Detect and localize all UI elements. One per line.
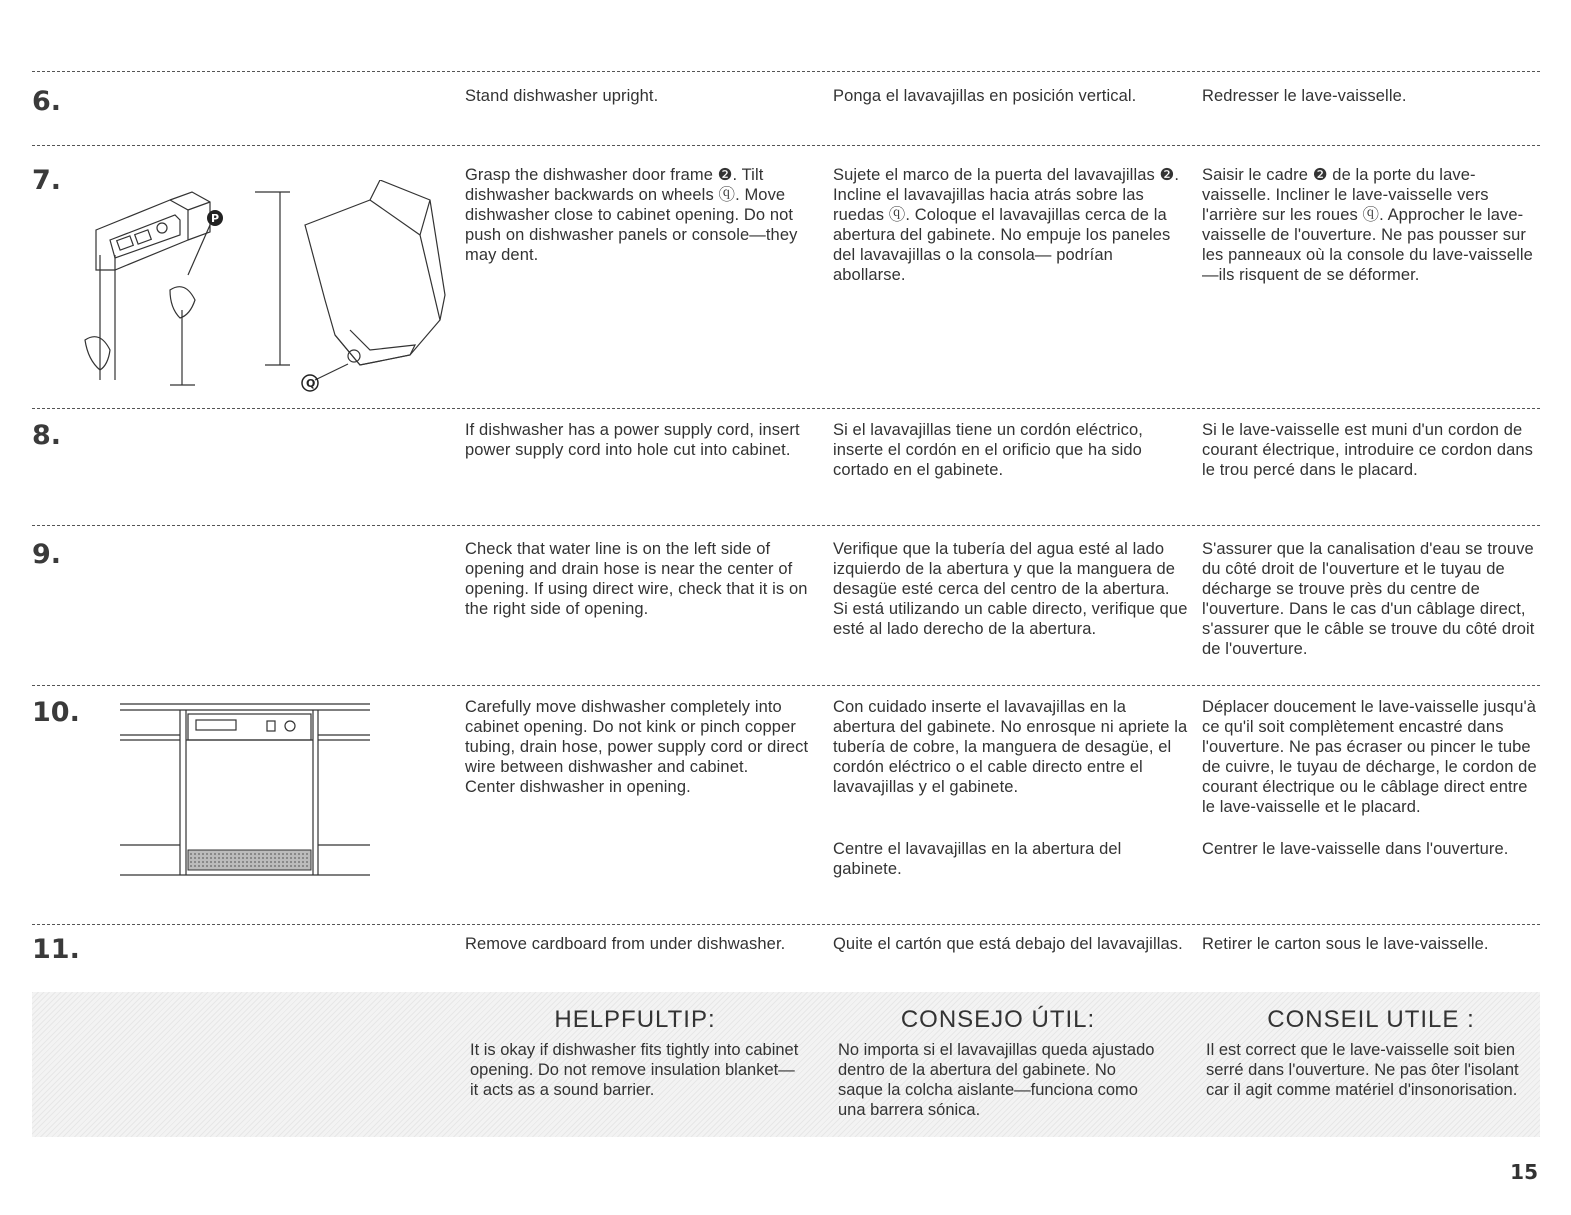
step-number: 7. bbox=[32, 165, 62, 196]
tip-en bbox=[470, 1006, 800, 1100]
separator bbox=[32, 525, 1540, 526]
instruction-es bbox=[833, 420, 1188, 480]
separator bbox=[32, 924, 1540, 925]
instruction-en bbox=[465, 934, 820, 954]
text-en: Carefully move dishwasher completely into cabinet opening. Do not kink or pinch copper tubing, drain hose, power supply cord or direct wire between dishwasher and cabinet. bbox=[465, 698, 809, 776]
text-es-center: Centre el lavavajillas en la abertura del gabinete. bbox=[833, 840, 1122, 878]
tip-es bbox=[838, 1006, 1158, 1120]
text-es: Si el lavavajillas tiene un cordón eléctrico, inserte el cordón en el orificio que ha sido cortado en el gabinete. bbox=[833, 421, 1143, 479]
text-fr: Retirer le carton sous le lave-vaisselle. bbox=[1202, 935, 1489, 953]
tip-text-en: It is okay if dishwasher fits tightly into cabinet opening. Do not remove insulation blanket—it acts as a sound barrier. bbox=[470, 1041, 799, 1099]
tip-text-es: No importa si el lavavajillas queda ajustado dentro de la abertura del gabinete. No saque la colcha aislante—funciona como una barrera sónica. bbox=[838, 1041, 1155, 1119]
step-number: 6. bbox=[32, 86, 62, 117]
text-fr-center: Centrer le lave-vaisselle dans l'ouverture. bbox=[1202, 840, 1509, 858]
instruction-fr bbox=[1202, 420, 1542, 480]
text-es: Verifique que la tubería del agua esté al lado izquierdo de la abertura y que la manguera de desagüe esté cerca del centro de la abertura. Si está utilizando un cable directo, verifique que esté al lado derecho de la abertura. bbox=[833, 540, 1188, 638]
separator bbox=[32, 408, 1540, 409]
text-en: Stand dishwasher upright. bbox=[465, 87, 659, 105]
step-number: 8. bbox=[32, 420, 62, 451]
separator bbox=[32, 71, 1540, 72]
instruction-fr bbox=[1202, 934, 1542, 954]
text-fr: Si le lave-vaisselle est muni d'un cordon de courant électrique, introduire ce cordon dans le trou percé dans le placard. bbox=[1202, 421, 1534, 479]
text-fr: Déplacer doucement le lave-vaisselle jusqu'à ce qu'il soit complètement encastré dans l'ouverture. Ne pas écraser ou pincer le tube de cuivre, le tuyau de décharge, le cordon de courant électrique ou le câblage direct entre le lave-vaisselle et le placard. bbox=[1202, 698, 1537, 816]
instruction-es bbox=[833, 539, 1188, 639]
tilt-dishwasher-illustration bbox=[70, 180, 450, 405]
instruction-fr bbox=[1202, 539, 1542, 659]
instruction-en bbox=[465, 420, 820, 460]
separator bbox=[32, 685, 1540, 686]
text-en: Remove cardboard from under dishwasher. bbox=[465, 935, 786, 953]
marker-q-label: Q bbox=[306, 377, 316, 390]
tip-text-fr: Il est correct que le lave-vaisselle soit bien serré dans l'ouverture. Ne pas ôter l'isolant car il agit comme matériel d'insonorisation. bbox=[1206, 1041, 1519, 1099]
instruction-es bbox=[833, 697, 1188, 879]
instruction-en bbox=[465, 86, 820, 106]
text-es: Ponga el lavavajillas en posición vertical. bbox=[833, 87, 1137, 105]
tip-title-en: HELPFULTIP: bbox=[554, 1006, 716, 1033]
page-number: 15 bbox=[1510, 1160, 1538, 1184]
tip-fr bbox=[1206, 1006, 1536, 1100]
tip-title-es: CONSEJO ÚTIL: bbox=[900, 1006, 1096, 1033]
text-fr: Saisir le cadre ❷ de la porte du lave-vaisselle. Incliner le lave-vaisselle vers l'arrière sur les roues ⓠ. Approcher le lave-vaisselle de l'ouverture. Ne pas pousser sur les panneaux où la console du lave-vaisselle—ils risquent de se déformer. bbox=[1202, 166, 1533, 284]
instruction-es bbox=[833, 934, 1188, 954]
text-en: Grasp the dishwasher door frame ❷. Tilt dishwasher backwards on wheels ⓠ. Move dishwasher close to cabinet opening. Do not push on dishwasher panels or console—they may dent. bbox=[465, 166, 798, 264]
step-number: 11. bbox=[32, 934, 80, 965]
dishwasher-in-cabinet-illustration bbox=[120, 700, 375, 885]
instruction-en bbox=[465, 539, 820, 619]
text-en: Check that water line is on the left side of opening and drain hose is near the center of opening. If using direct wire, check that it is on the right side of opening. bbox=[465, 540, 808, 618]
instruction-es bbox=[833, 86, 1188, 106]
instruction-en bbox=[465, 697, 820, 797]
instruction-fr bbox=[1202, 697, 1542, 859]
text-es: Quite el cartón que está debajo del lavavajillas. bbox=[833, 935, 1183, 953]
instruction-fr bbox=[1202, 86, 1542, 106]
kickplate-grille bbox=[188, 850, 311, 870]
text-es: Con cuidado inserte el lavavajillas en la abertura del gabinete. No enrosque ni apriete la tubería de cobre, la manguera de desagüe, el cordón eléctrico o el cable directo entre el lavavajillas y el gabinete. bbox=[833, 698, 1188, 796]
separator bbox=[32, 145, 1540, 146]
marker-p-label: P bbox=[211, 212, 220, 225]
step-number: 9. bbox=[32, 539, 62, 570]
text-fr: S'assurer que la canalisation d'eau se trouve du côté droit de l'ouverture et le tuyau de décharge se trouve près du centre de l'ouverture. Dans le cas d'un câblage direct, s'assurer que le câble se trouve du côté droit de l'ouverture. bbox=[1202, 540, 1535, 658]
text-en-center: Center dishwasher in opening. bbox=[465, 778, 691, 796]
text-en: If dishwasher has a power supply cord, insert power supply cord into hole cut into cabinet. bbox=[465, 421, 800, 459]
text-fr: Redresser le lave-vaisselle. bbox=[1202, 87, 1407, 105]
tip-title-fr: CONSEIL UTILE : bbox=[1267, 1006, 1475, 1033]
text-es: Sujete el marco de la puerta del lavavajillas ❷. Incline el lavavajillas hacia atrás sobre las ruedas ⓠ. Coloque el lavavajillas cerca de la abertura del gabinete. No empuje los paneles del lavavajillas o la consola— podrían abollarse. bbox=[833, 166, 1180, 284]
instruction-es bbox=[833, 165, 1188, 285]
helpful-tip-box bbox=[32, 992, 1540, 1137]
instruction-en bbox=[465, 165, 820, 265]
instruction-fr bbox=[1202, 165, 1542, 285]
step-number: 10. bbox=[32, 697, 80, 728]
